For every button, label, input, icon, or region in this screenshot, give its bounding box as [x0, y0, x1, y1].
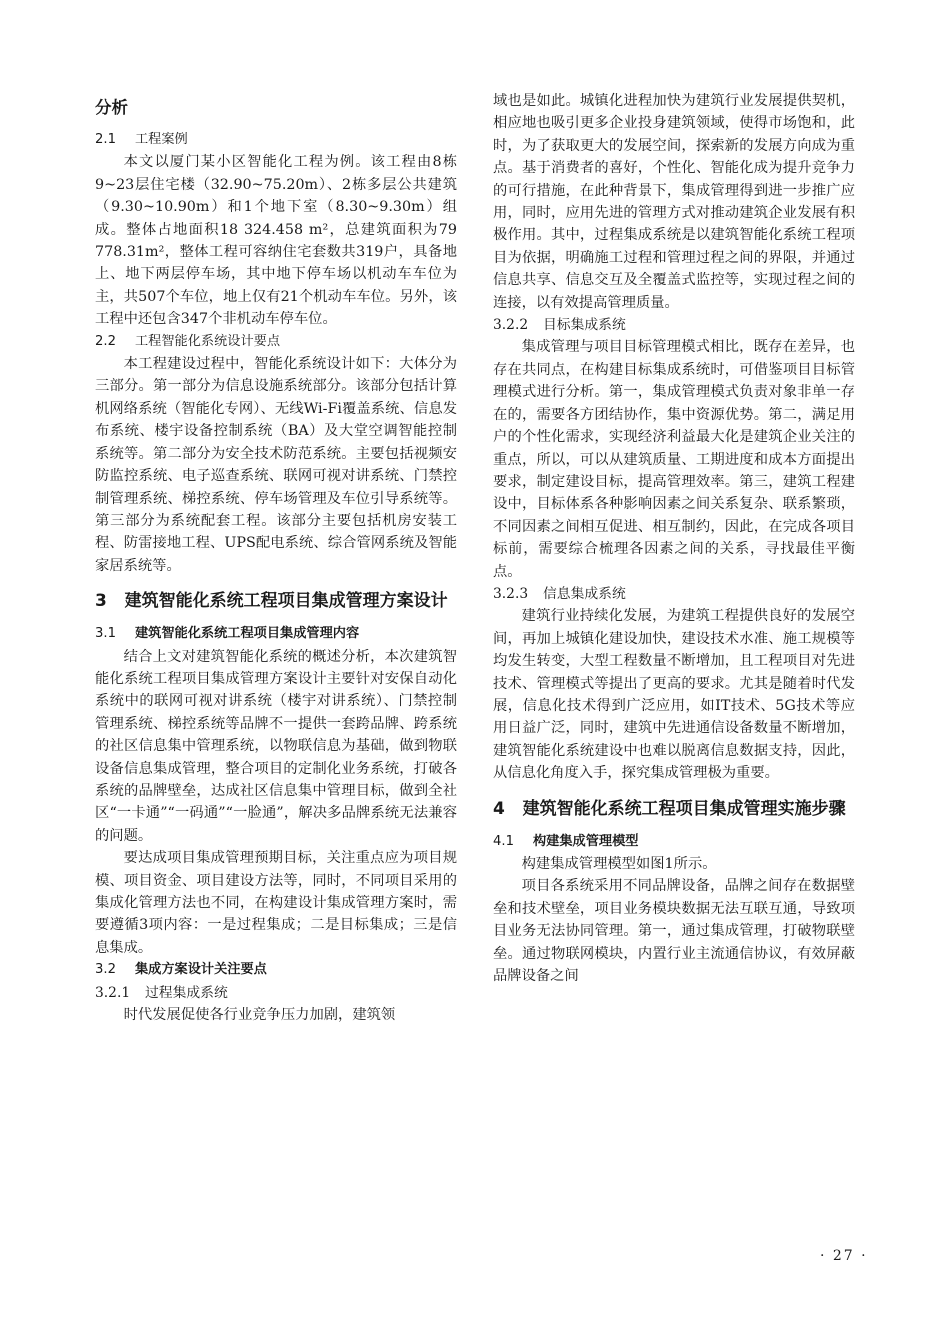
- section-title: 工程智能化系统设计要点: [135, 333, 281, 349]
- section-4-1-heading: [493, 831, 855, 853]
- paragraph-info: 建筑行业持续化发展，为建筑工程提供良好的发展空间，再加上城镇化建设加快，建设技术水准、施工规模等均发生转变，大型工程数量不断增加，且工程项目对先进技术、管理模式等提出了更高的要求。尤其是随着时代发展，信息化技术得到广泛应用，如IT技术、5G技术等应用日益广泛，同时，建筑中先进通信设备数量不断增加，建筑智能化系统建设中也难以脱离信息数据支持，因此，从信息化角度入手，探究集成管理极为重要。: [493, 608, 855, 782]
- section-2-2-heading: [95, 331, 457, 353]
- page-number: · 27 ·: [820, 1248, 868, 1264]
- right-column: [493, 90, 855, 987]
- section-number: 2.1: [95, 132, 116, 147]
- section-title: 过程集成系统: [145, 984, 228, 1001]
- section-number: 2.2: [95, 333, 116, 349]
- section-title: 集成方案设计关注要点: [135, 962, 267, 978]
- section-3-2-heading: [95, 959, 457, 981]
- section-title: 建筑智能化系统工程项目集成管理内容: [135, 626, 360, 642]
- section-title: 目标集成系统: [543, 317, 626, 334]
- section-title: 建筑智能化系统工程项目集成管理实施步骤: [522, 798, 846, 819]
- section-3-2-2-heading: [493, 314, 855, 336]
- section-title: 工程案例: [135, 132, 188, 147]
- paragraph-model-2: 项目各系统采用不同品牌设备，品牌之间存在数据壁垒和技术壁垒，项目业务模块数据无法互联互通，导致项目业务无法协同管理。第一，通过集成管理，打破物联壁垒。通过物联网模块，内置行业主流通信协议，有效屏蔽品牌设备之间: [493, 878, 855, 985]
- paragraph-content-1: 结合上文对建筑智能化系统的概述分析，本次建筑智能化系统工程项目集成管理方案设计主要针对安保自动化系统中的联网可视对讲系统（楼宇对讲系统）、门禁控制管理系统、梯控系统等品牌不一提供一套跨品牌、跨系统的社区信息集中管理系统，以物联信息为基础，做到物联设备信息集成管理，整合项目的定制化业务系统，打破各系统的品牌壁垒，达成社区信息集中管理目标，做到全社区“一卡通”“一码通”“一脸通”，解决多品牌系统无法兼容的问题。: [95, 648, 457, 844]
- paragraph-goal: 集成管理与项目目标管理模式相比，既存在差异，也存在共同点，在构建目标集成系统时，可借鉴项目目标管理模式进行分析。第一，集成管理模式负责对象非单一存在的，需要各方团结协作，集中资源优势。第二，满足用户的个性化需求，实现经济利益最大化是建筑企业关注的重点，所以，可以从建筑质量、工期进度和成本方面提出要求，制定建设目标，提高管理效率。第三，建筑工程建设中，目标体系各种影响因素之间关系复杂、联系繁琐，不同因素之间相互促进、相互制约，因此，在完成各项目标前，需要综合梳理各因素之间的关系，寻找最佳平衡点。: [493, 339, 855, 580]
- paragraph-content-2: 要达成项目集成管理预期目标，关注重点应为项目规模、项目资金、项目建设方法等，同时，不同项目采用的集成化管理方法也不同，在构建设计集成管理方案时，需要遵循3项内容：一是过程集成；二是目标集成；三是信息集成。: [95, 850, 457, 956]
- section-number: 3.2.1: [95, 984, 131, 1001]
- section-3-1-heading: [95, 623, 457, 645]
- paragraph-model-1: 构建集成管理模型如图1所示。: [521, 856, 717, 872]
- section-4-heading: [493, 795, 855, 823]
- section-number: 3.2.2: [493, 317, 529, 334]
- section-3-heading: [95, 587, 457, 615]
- section-3-2-1-heading: [95, 982, 457, 1004]
- section-number: 3.2: [95, 962, 116, 978]
- paragraph-case: 本文以厦门某小区智能化工程为例。该工程由8栋9~23层住宅楼（32.90~75.20m）、2栋多层公共建筑（9.30~10.90m）和1个地下室（8.30~9.30m）组成。整体占地面积18 324.458 m²，总建筑面积为79 778.31m²，整体工程可容纳住宅套数共319户，具备地上、地下两层停车场，其中地下停车场以机动车车位为主，共507个车位，地上仅有21个机动车车位。另外，该工程中还包含347个非机动车停车位。: [95, 154, 457, 328]
- section-title: 建筑智能化系统工程项目集成管理方案设计: [124, 591, 448, 612]
- section-number: 3.2.3: [493, 585, 529, 602]
- paragraph-process-continued: 域也是如此。城镇化进程加快为建筑行业发展提供契机，相应地也吸引更多企业投身建筑领域，使得市场饱和，此时，为了获取更大的发展空间，探索新的发展方向成为重点。基于消费者的喜好，个性化、智能化成为提升竞争力的可行措施，在此种背景下，集成管理得到进一步推广应用，同时，应用先进的管理方式对推动建筑企业发展有积极作用。其中，过程集成系统是以建筑智能化系统工程项目为依据，明确施工过程和管理过程之间的界限，并通过信息共享、信息交互及全覆盖式监控等，实现过程之间的连接，以有效提高管理质量。: [493, 93, 855, 311]
- heading-analysis: 分析: [95, 98, 128, 117]
- section-title: 构建集成管理模型: [533, 833, 639, 849]
- section-number: 4.1: [493, 833, 514, 849]
- left-column: [95, 90, 457, 1026]
- section-number: 4: [493, 798, 505, 819]
- section-number: 3: [95, 591, 107, 612]
- section-2-1-heading: [95, 129, 457, 151]
- section-title: 信息集成系统: [543, 585, 626, 602]
- paragraph-design: 本工程建设过程中，智能化系统设计如下：大体分为三部分。第一部分为信息设施系统部分。该部分包括计算机网络系统（智能化专网）、无线Wi-Fi覆盖系统、信息发布系统、楼宇设备控制系统（BA）及大堂空调智能控制系统等。第二部分为安全技术防范系统。主要包括视频安防监控系统、电子巡查系统、联网可视对讲系统、门禁控制管理系统、梯控系统、停车场管理及车位引导系统等。第三部分为系统配套工程。该部分主要包括机房安装工程、防雷接地工程、UPS配电系统、综合管网系统及智能家居系统等。: [95, 356, 457, 574]
- paragraph-process: 时代发展促使各行业竞争压力加剧，建筑领: [123, 1007, 396, 1024]
- section-number: 3.1: [95, 626, 116, 642]
- section-3-2-3-heading: [493, 583, 855, 605]
